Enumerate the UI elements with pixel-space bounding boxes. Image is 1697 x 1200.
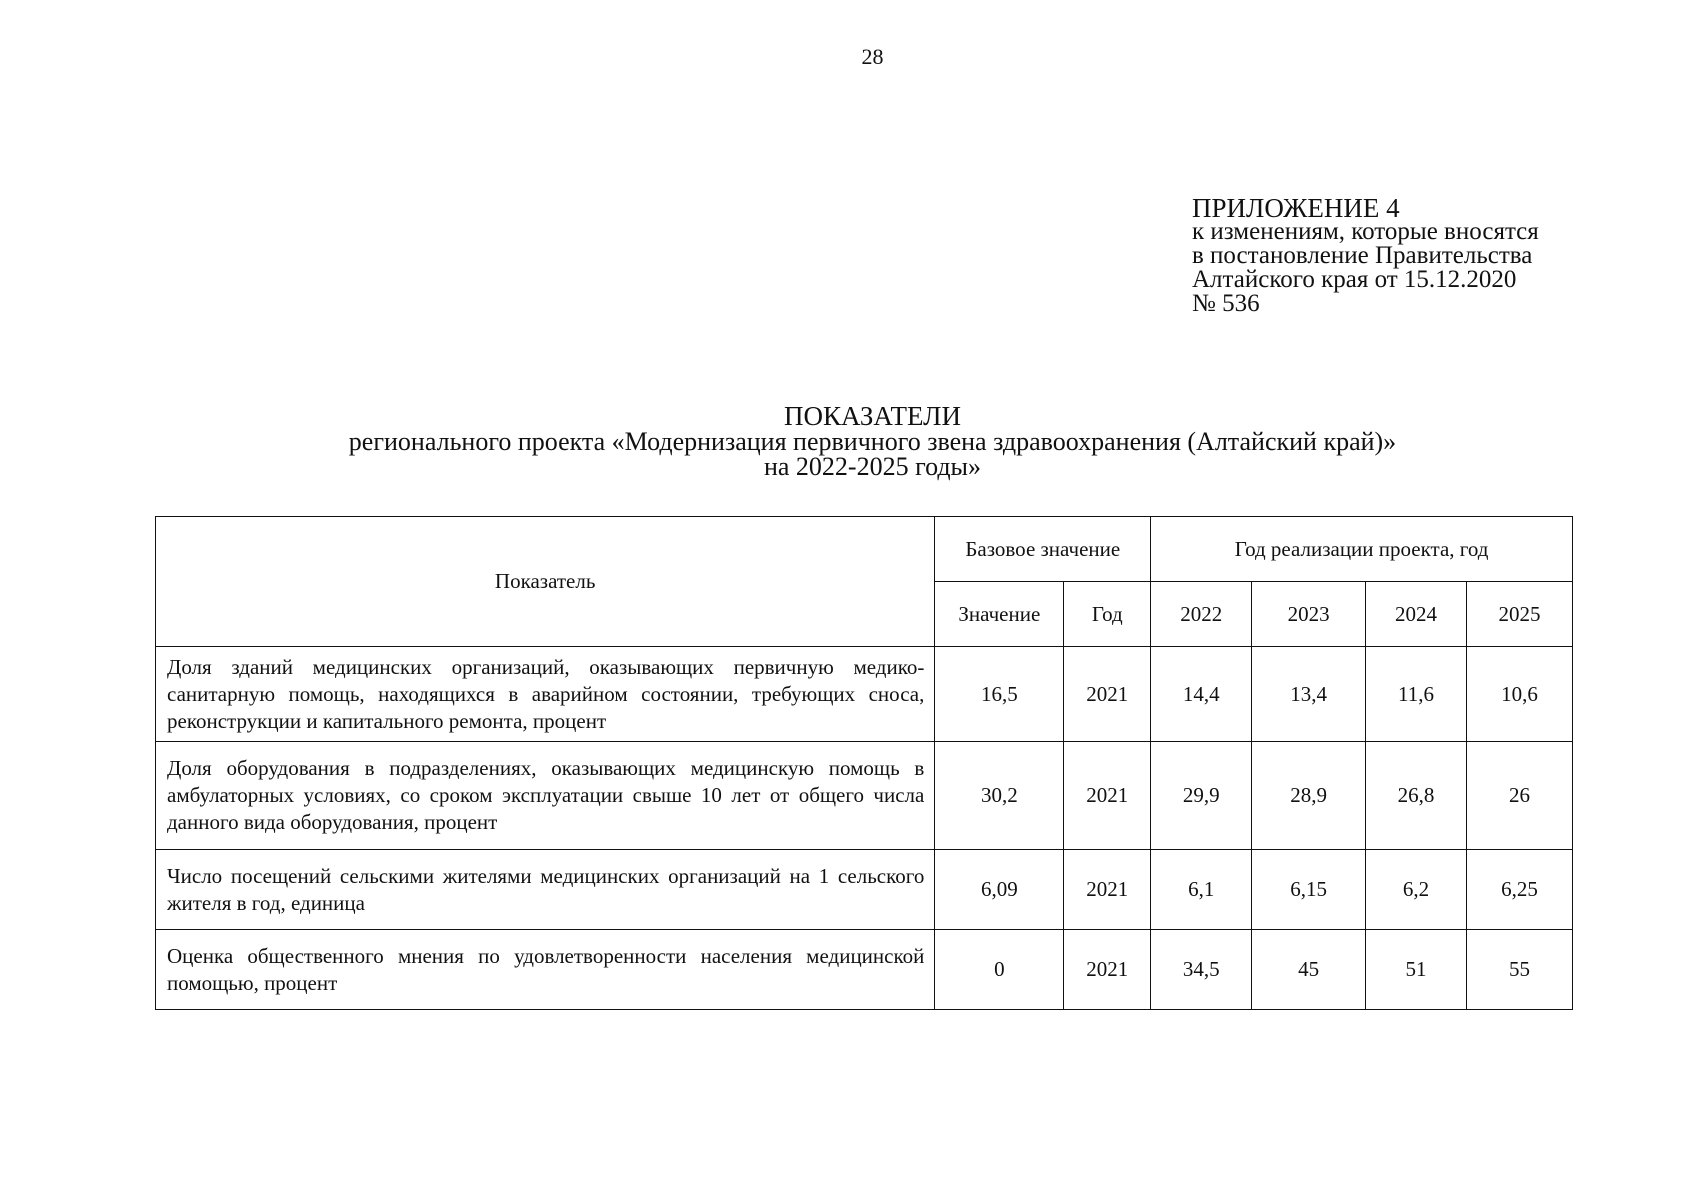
header-year-2023: 2023 — [1252, 582, 1366, 647]
value-2022-cell: 29,9 — [1151, 742, 1252, 850]
page-number: 28 — [861, 44, 884, 69]
base-value-cell: 0 — [935, 930, 1064, 1010]
appendix-line: Алтайского края от 15.12.2020 — [1192, 266, 1517, 293]
value-2023-cell: 13,4 — [1252, 647, 1366, 742]
value-2024-cell: 6,2 — [1366, 850, 1467, 930]
value-2023-cell: 45 — [1252, 930, 1366, 1010]
value-2024-cell: 11,6 — [1366, 647, 1467, 742]
heading-subtitle: регионального проекта «Модернизация первичного звена здравоохранения (Алтайский край)» — [348, 427, 1397, 456]
table-row — [156, 647, 1573, 742]
appendix-line: в постановление Правительства — [1192, 242, 1533, 269]
base-value-cell: 30,2 — [935, 742, 1064, 850]
appendix-block — [1192, 193, 1539, 317]
value-2024-cell: 26,8 — [1366, 742, 1467, 850]
header-year: Год — [1064, 582, 1151, 647]
header-year-2025: 2025 — [1467, 582, 1573, 647]
base-year-cell: 2021 — [1064, 850, 1151, 930]
header-year-2024: 2024 — [1366, 582, 1467, 647]
value-2022-cell: 34,5 — [1151, 930, 1252, 1010]
base-value-cell: 16,5 — [935, 647, 1064, 742]
header-year-2022: 2022 — [1151, 582, 1252, 647]
document-heading — [0, 401, 1697, 481]
header-indicator: Показатель — [156, 517, 935, 647]
appendix-title: ПРИЛОЖЕНИЕ 4 — [1192, 193, 1400, 223]
appendix-line: к изменениям, которые вносятся — [1192, 218, 1539, 245]
value-2024-cell: 51 — [1366, 930, 1467, 1010]
value-2025-cell: 26 — [1467, 742, 1573, 850]
value-2023-cell: 28,9 — [1252, 742, 1366, 850]
value-2022-cell: 14,4 — [1151, 647, 1252, 742]
table-row — [156, 850, 1573, 930]
value-2025-cell: 10,6 — [1467, 647, 1573, 742]
header-project-years: Год реализации проекта, год — [1151, 517, 1573, 582]
value-2022-cell: 6,1 — [1151, 850, 1252, 930]
indicators-table — [155, 516, 1573, 1010]
indicator-name: Оценка общественного мнения по удовлетворенности населения медицинской помощью, процент — [156, 930, 935, 1010]
indicator-name: Доля зданий медицинских организаций, оказывающих первичную медико-санитарную помощь, находящихся в аварийном состоянии, требующих сноса, реконструкции и капитального ремонта, процент — [156, 647, 935, 742]
indicator-name: Число посещений сельскими жителями медицинских организаций на 1 сельского жителя в год, единица — [156, 850, 935, 930]
value-2025-cell: 55 — [1467, 930, 1573, 1010]
table-row — [156, 930, 1573, 1010]
header-value: Значение — [935, 582, 1064, 647]
header-base-value: Базовое значение — [935, 517, 1151, 582]
table-row — [156, 742, 1573, 850]
heading-period: на 2022-2025 годы» — [763, 452, 982, 481]
base-year-cell: 2021 — [1064, 930, 1151, 1010]
value-2023-cell: 6,15 — [1252, 850, 1366, 930]
indicator-name: Доля оборудования в подразделениях, оказывающих медицинскую помощь в амбулаторных условиях, со сроком эксплуатации свыше 10 лет от общего числа данного вида оборудования, процент — [156, 742, 935, 850]
table-header-row — [156, 517, 1573, 582]
base-year-cell: 2021 — [1064, 742, 1151, 850]
base-year-cell: 2021 — [1064, 647, 1151, 742]
value-2025-cell: 6,25 — [1467, 850, 1573, 930]
appendix-line: № 536 — [1192, 290, 1260, 317]
heading-title: ПОКАЗАТЕЛИ — [784, 401, 961, 431]
base-value-cell: 6,09 — [935, 850, 1064, 930]
